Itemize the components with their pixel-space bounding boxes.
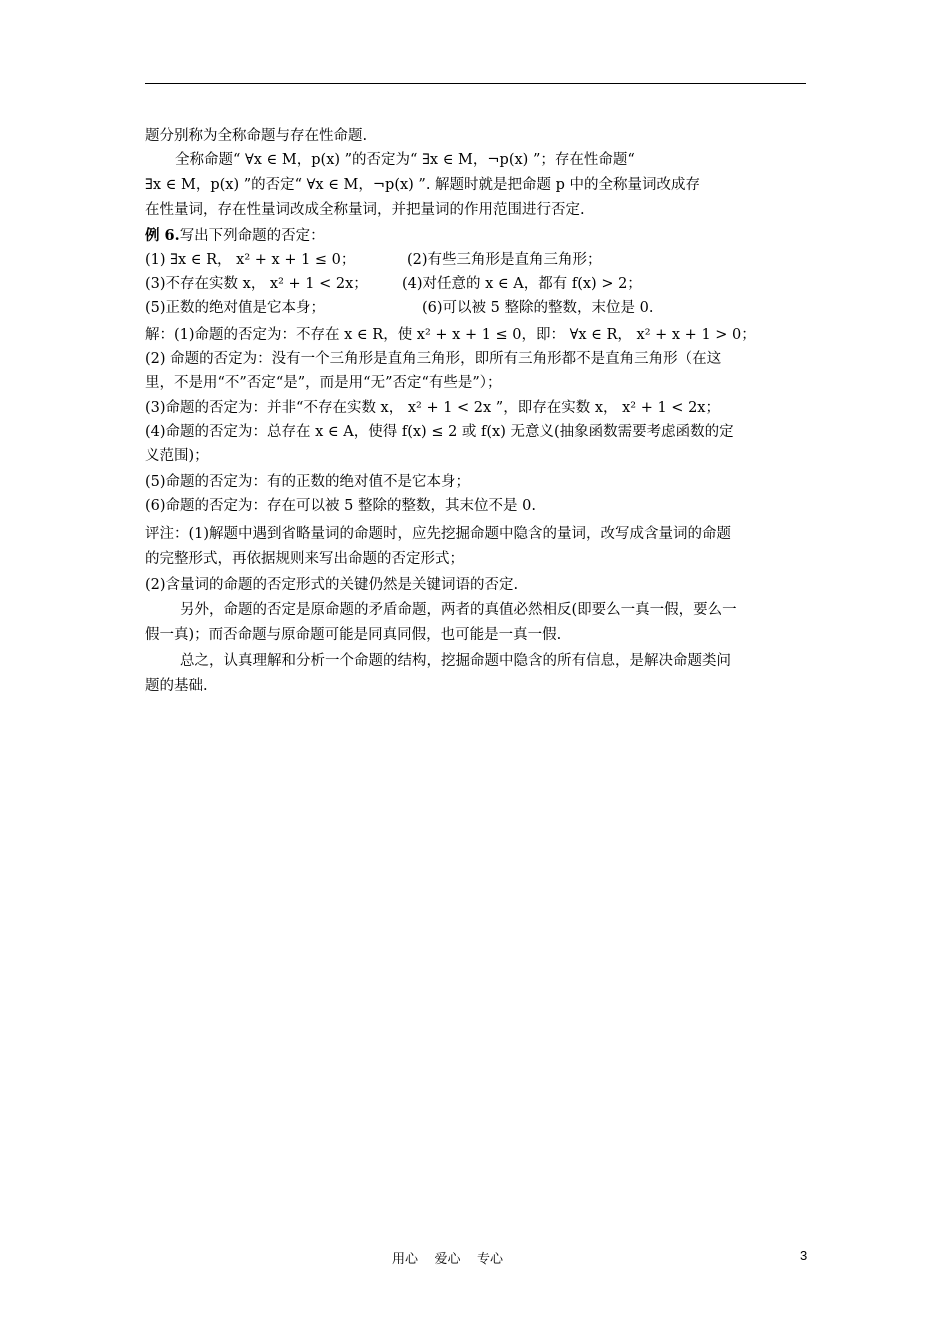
- remark-line: 的完整形式，再依据规则来写出命题的否定形式；: [145, 551, 464, 567]
- paragraph-line: 在性量词，存在性量词改成全称量词，并把量词的作用范围进行否定.: [145, 202, 585, 218]
- header-rule: [145, 83, 806, 84]
- remark-line: (2)含量词的命题的否定形式的关键仍然是关键词语的否定.: [145, 577, 519, 593]
- example-label: 例 6.: [145, 227, 180, 244]
- example-heading: [145, 226, 325, 246]
- paragraph-line: 全称命题“ ∀x ∈ M，p(x) ”的否定为“ ∃x ∈ M，¬p(x) ”；存在性命题“: [175, 152, 635, 168]
- solution-line: 义范围)；: [145, 448, 209, 464]
- example-prompt: 写出下列命题的否定：: [179, 228, 325, 244]
- solution-line: (5)命题的否定为：有的正数的绝对值不是它本身；: [145, 474, 471, 490]
- example-item-1: (1) ∃x ∈ R， x² + x + 1 ≤ 0；: [145, 252, 356, 268]
- solution-line: 里，不是用“不”否定“是”，而是用“无”否定“有些是”）；: [145, 375, 502, 391]
- solution-line: (3)命题的否定为：并非“不存在实数 x， x² + 1 < 2x ”，即存在实数 x， x² + 1 < 2x；: [145, 400, 720, 416]
- paragraph-line: 总之，认真理解和分析一个命题的结构，挖掘命题中隐含的所有信息，是解决命题类问: [180, 653, 731, 669]
- solution-line: 解：(1)命题的否定为：不存在 x ∈ R，使 x² + x + 1 ≤ 0，即： ∀x ∈ R， x² + x + 1 > 0；: [145, 327, 756, 343]
- solution-line: (2) 命题的否定为：没有一个三角形是直角三角形，即所有三角形都不是直角三角形（在这: [145, 351, 722, 367]
- paragraph-line: 假一真)；而否命题与原命题可能是同真同假，也可能是一真一假.: [145, 627, 562, 643]
- example-item-2: (2)有些三角形是直角三角形；: [407, 252, 602, 268]
- paragraph-line: 题的基础.: [145, 678, 208, 694]
- page-number: 3: [800, 1248, 808, 1263]
- example-item-3: (3)不存在实数 x， x² + 1 < 2x；: [145, 276, 368, 292]
- paragraph-line: ∃x ∈ M，p(x) ”的否定“ ∀x ∈ M，¬p(x) ”. 解题时就是把命题 p 中的全称量词改成存: [145, 177, 701, 193]
- footer-motto: 用心 爱心 专心: [392, 1252, 504, 1267]
- paragraph-line: 题分别称为全称命题与存在性命题.: [145, 128, 368, 144]
- solution-line: (4)命题的否定为：总存在 x ∈ A，使得 f(x) ≤ 2 或 f(x) 无意义(抽象函数需要考虑函数的定: [145, 424, 734, 440]
- paragraph-line: 另外，命题的否定是原命题的矛盾命题，两者的真值必然相反(即要么一真一假，要么一: [180, 602, 737, 618]
- remark-line: 评注：(1)解题中遇到省略量词的命题时，应先挖掘命题中隐含的量词，改写成含量词的命题: [145, 526, 732, 542]
- example-item-5: (5)正数的绝对值是它本身；: [145, 300, 326, 316]
- solution-line: (6)命题的否定为：存在可以被 5 整除的整数，其末位不是 0.: [145, 498, 536, 514]
- example-item-4: (4)对任意的 x ∈ A，都有 f(x) > 2；: [402, 276, 642, 292]
- example-item-6: (6)可以被 5 整除的整数，末位是 0.: [422, 300, 654, 316]
